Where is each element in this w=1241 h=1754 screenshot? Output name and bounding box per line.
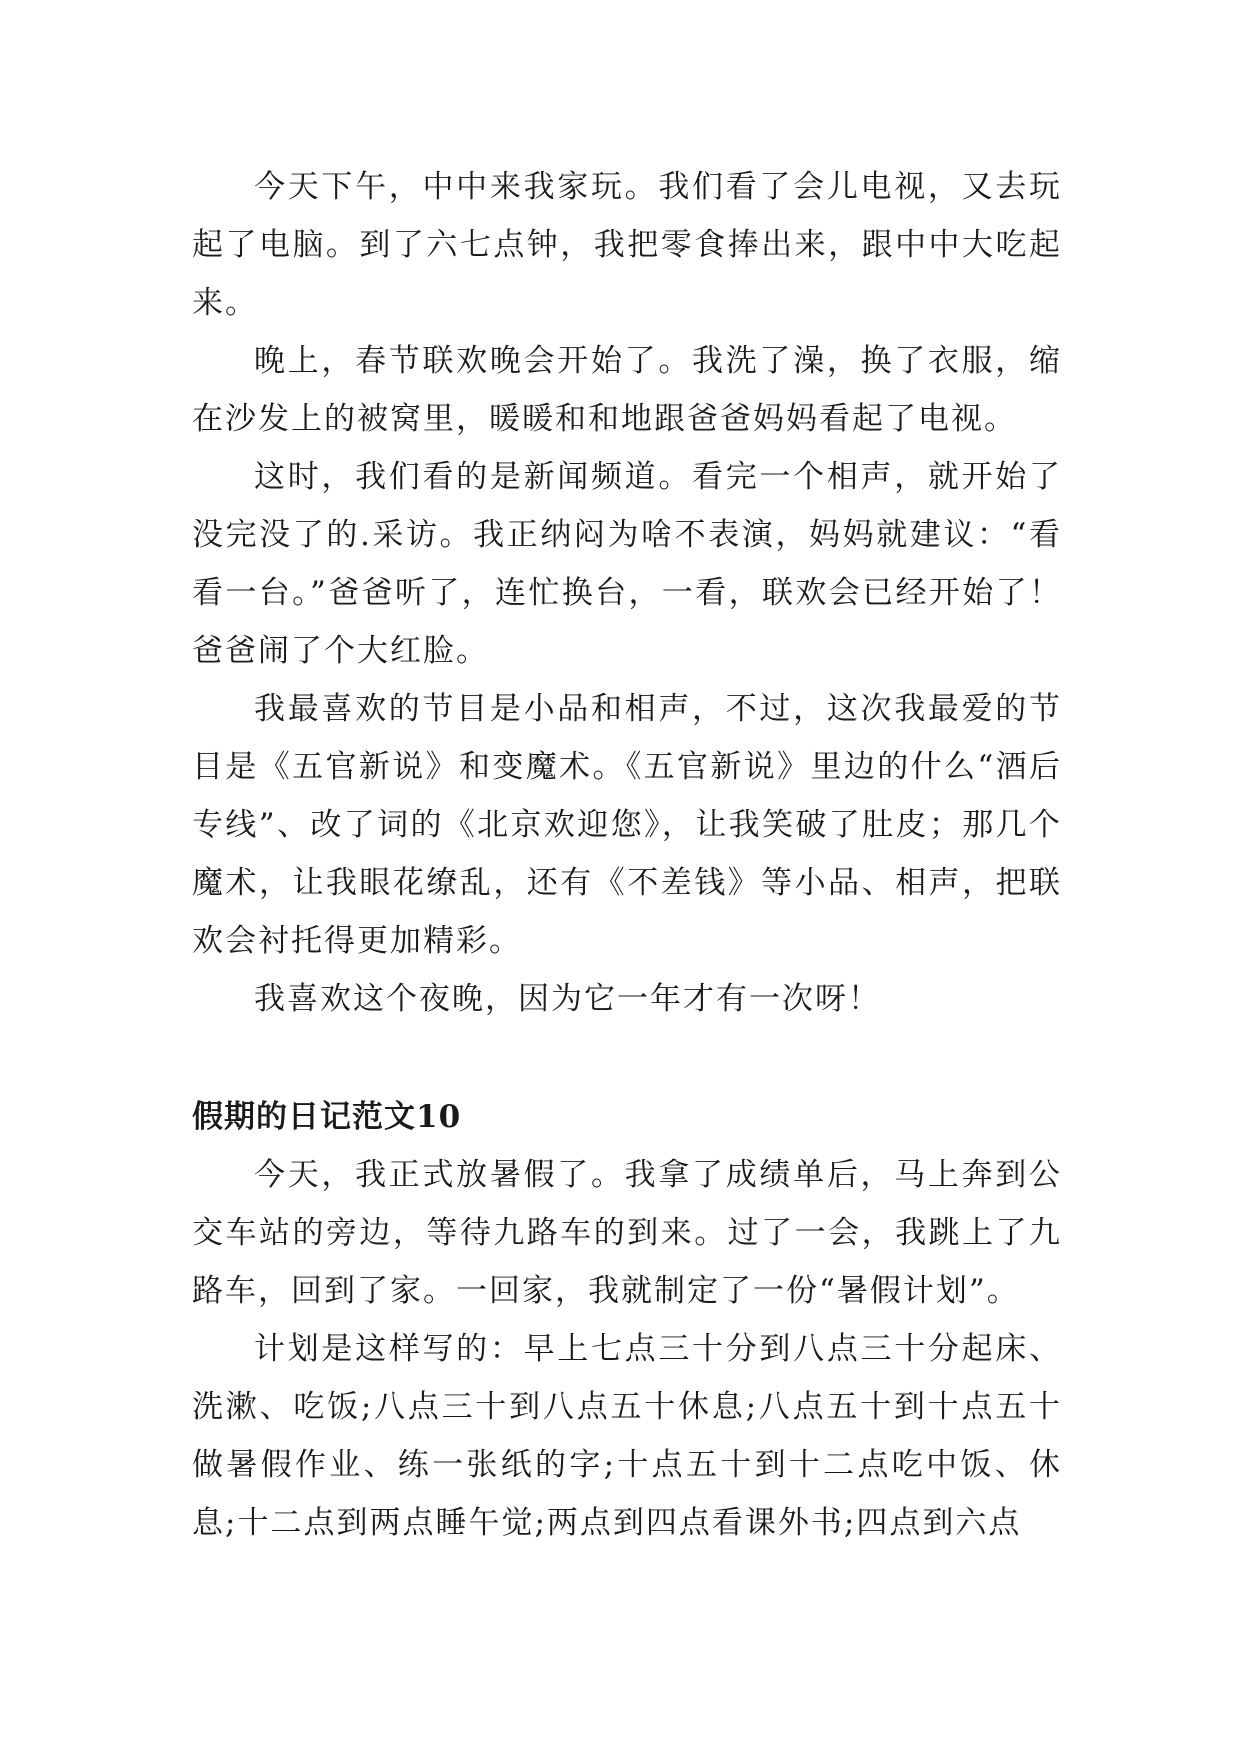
section-title: 假期的日记范文10 <box>192 1099 462 1135</box>
paragraph: 我喜欢这个夜晚，因为它一年才有一次呀！ <box>254 981 881 1017</box>
paragraph: 今天，我正式放暑假了。我拿了成绩单后，马上奔到公交车站的旁边，等待九路车的到来。过了一会，我跳上了九路车，回到了家。一回家，我就制定了一份“暑假计划”。 <box>192 1157 1062 1309</box>
section-spacer <box>192 1028 1062 1088</box>
document-page <box>192 158 1062 1552</box>
paragraph: 计划是这样写的：早上七点三十分到八点三十分起床、洗漱、吃饭;八点三十到八点五十休息;八点五十到十点五十做暑假作业、练一张纸的字;十点五十到十二点吃中饭、休息;十二点到两点睡午觉;两点到四点看课外书;四点到六点 <box>192 1331 1062 1541</box>
paragraph: 这时，我们看的是新闻频道。看完一个相声，就开始了没完没了的.采访。我正纳闷为啥不表演，妈妈就建议：“看看一台。”爸爸听了，连忙换台，一看，联欢会已经开始了！爸爸闹了个大红脸。 <box>192 459 1062 669</box>
paragraph: 今天下午，中中来我家玩。我们看了会儿电视，又去玩起了电脑。到了六七点钟，我把零食捧出来，跟中中大吃起来。 <box>192 169 1062 321</box>
paragraph: 晚上，春节联欢晚会开始了。我洗了澡，换了衣服，缩在沙发上的被窝里，暖暖和和地跟爸爸妈妈看起了电视。 <box>192 343 1062 437</box>
paragraph: 我最喜欢的节目是小品和相声，不过，这次我最爱的节目是《五官新说》和变魔术。《五官新说》里边的什么“酒后专线”、改了词的《北京欢迎您》，让我笑破了肚皮；那几个魔术，让我眼花缭乱，还有《不差钱》等小品、相声，把联欢会衬托得更加精彩。 <box>192 691 1062 959</box>
